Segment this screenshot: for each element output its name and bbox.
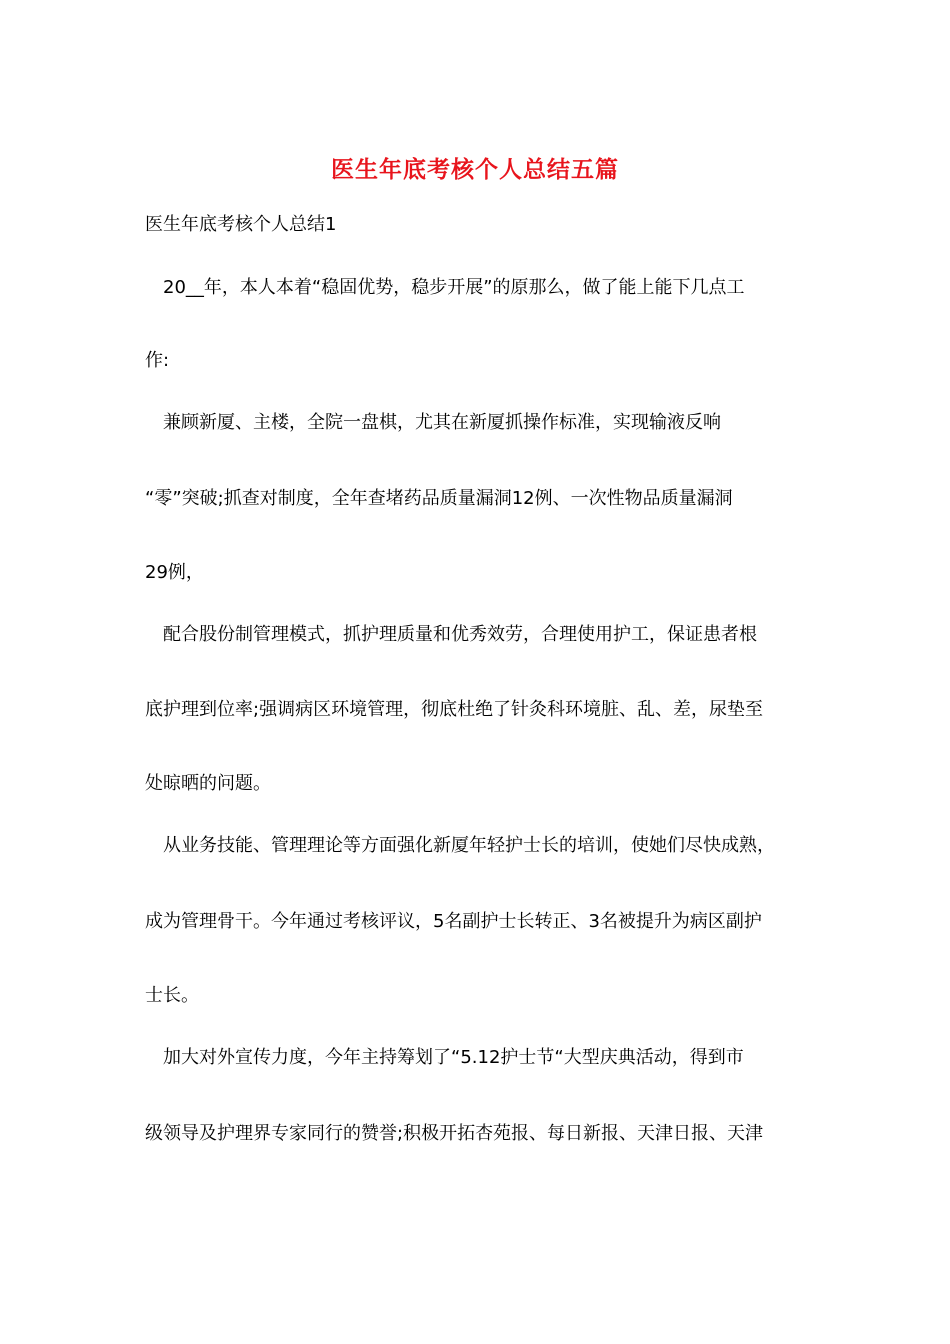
paragraph-line: 处晾晒的问题。	[145, 773, 271, 794]
document-title: 医生年底考核个人总结五篇	[331, 156, 619, 183]
paragraph-line: 成为管理骨干。今年通过考核评议，5名副护士长转正、3名被提升为病区副护	[145, 911, 762, 932]
paragraph-line: 底护理到位率;强调病区环境管理，彻底杜绝了针灸科环境脏、乱、差，尿垫至	[145, 699, 764, 720]
paragraph-line: 配合股份制管理模式，抓护理质量和优秀效劳，合理使用护工，保证患者根	[163, 624, 757, 645]
paragraph-line: 级领导及护理界专家同行的赞誉;积极开拓杏苑报、每日新报、天津日报、天津	[145, 1123, 764, 1144]
paragraph-line: 20__年，本人本着“稳固优势，稳步开展”的原那么，做了能上能下几点工	[163, 277, 745, 298]
paragraph-line: 加大对外宣传力度，今年主持筹划了“5.12护士节“大型庆典活动，得到市	[163, 1047, 744, 1068]
paragraph-line: 兼顾新厦、主楼，全院一盘棋，尤其在新厦抓操作标准，实现输液反响	[163, 412, 721, 433]
section-heading: 医生年底考核个人总结1	[145, 214, 337, 235]
paragraph-line: 从业务技能、管理理论等方面强化新厦年轻护士长的培训，使她们尽快成熟，	[163, 835, 775, 856]
paragraph-line: “零”突破;抓查对制度，全年查堵药品质量漏洞12例、一次性物品质量漏洞	[145, 488, 733, 509]
paragraph-line: 作:	[145, 350, 170, 371]
paragraph-line: 29例，	[145, 562, 204, 583]
paragraph-line: 士长。	[145, 985, 199, 1006]
